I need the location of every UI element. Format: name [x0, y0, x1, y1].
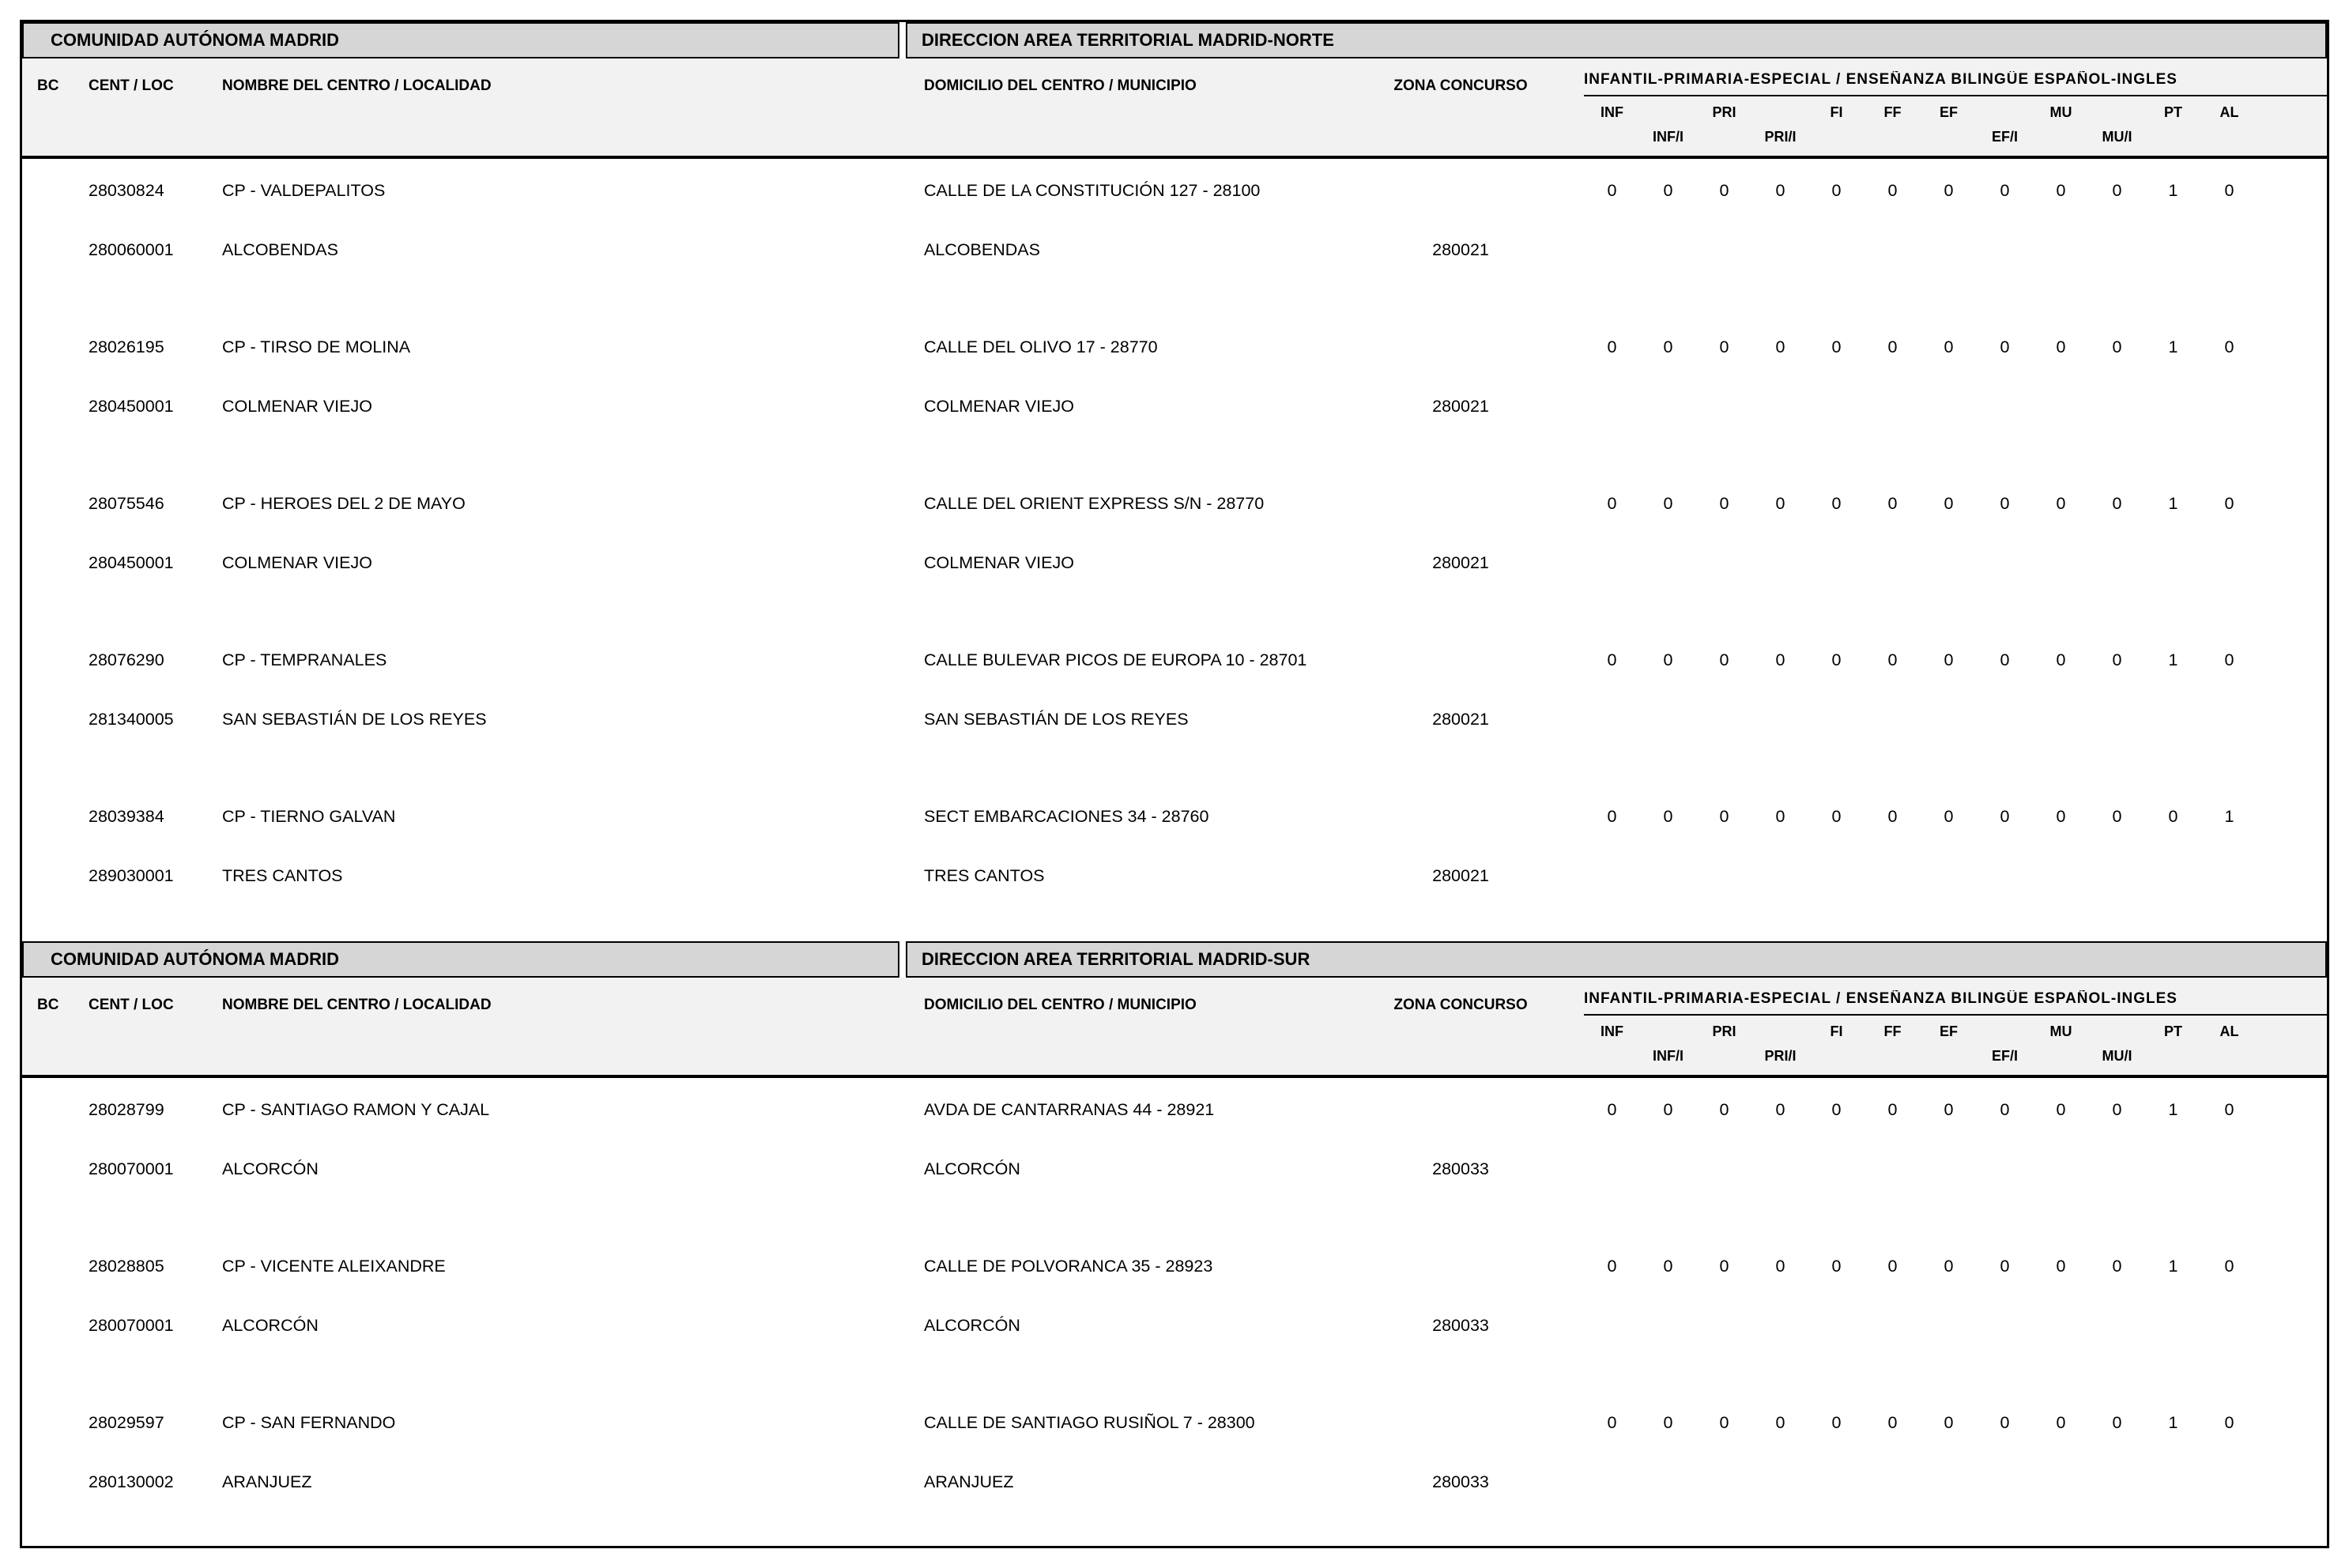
center-address: CALLE DE LA CONSTITUCIÓN 127 - 28100: [924, 181, 1261, 200]
value-ef-i: 0: [2000, 807, 2010, 826]
zone-code: 280033: [1432, 1472, 1489, 1491]
municipality-name: ALCORCÓN: [924, 1159, 1020, 1178]
sections-container: [22, 22, 2327, 1547]
value-ff: 0: [1887, 181, 1898, 200]
zone-code: 280021: [1432, 553, 1489, 572]
municipality-name: ALCORCÓN: [924, 1316, 1020, 1335]
subcolumn-header-ff: FF: [1883, 104, 1902, 120]
center-row: [22, 315, 2327, 472]
subcolumn-header-al: AL: [2219, 1023, 2239, 1039]
center-row: [22, 1391, 2327, 1547]
center-name: CP - TIRSO DE MOLINA: [222, 337, 411, 356]
value-mu-i: 0: [2112, 494, 2122, 513]
community-title-text: COMUNIDAD AUTÓNOMA MADRID: [51, 949, 339, 969]
center-address: SECT EMBARCACIONES 34 - 28760: [924, 807, 1209, 826]
values-grid: [1584, 181, 2257, 201]
value-inf: 0: [1607, 1257, 1617, 1276]
value-mu-i: 0: [2112, 1413, 2122, 1432]
subcolumn-header-ef-i: EF/I: [1991, 129, 2018, 145]
value-inf: 0: [1607, 650, 1617, 669]
value-pt: 1: [2168, 181, 2178, 200]
value-ef: 0: [1944, 181, 1954, 200]
value-inf: 0: [1607, 181, 1617, 200]
value-fi: 0: [1831, 650, 1842, 669]
value-mu: 0: [2056, 650, 2066, 669]
center-row: [22, 1234, 2327, 1391]
value-mu-i: 0: [2112, 1100, 2122, 1119]
subcolumn-header-pri: PRI: [1712, 104, 1736, 120]
value-pt: 1: [2168, 650, 2178, 669]
bilingual-program-group-header: INFANTIL-PRIMARIA-ESPECIAL / ENSEÑANZA BILINGÜE ESPAÑOL-INGLES: [1584, 71, 2327, 96]
value-mu-i: 0: [2112, 650, 2122, 669]
value-mu: 0: [2056, 1257, 2066, 1276]
value-inf-i: 0: [1663, 181, 1673, 200]
center-row: [22, 785, 2327, 941]
locality-code: 280450001: [89, 397, 174, 416]
value-ff: 0: [1887, 337, 1898, 356]
subcolumn-header-pri: PRI: [1712, 1023, 1736, 1039]
zone-code: 280021: [1432, 866, 1489, 885]
subcolumn-header-ef: EF: [1939, 104, 1958, 120]
report-section: [22, 22, 2327, 941]
subcolumn-header-mu: MU: [2049, 104, 2072, 120]
value-mu-i: 0: [2112, 181, 2122, 200]
value-al: 0: [2224, 1413, 2234, 1432]
subcolumn-header-mu-i: MU/I: [2102, 1048, 2132, 1064]
value-pri-i: 0: [1775, 1413, 1785, 1432]
value-ef-i: 0: [2000, 181, 2010, 200]
center-code: 28076290: [89, 650, 164, 669]
value-al: 0: [2224, 650, 2234, 669]
value-fi: 0: [1831, 1257, 1842, 1276]
locality-code: 280060001: [89, 240, 174, 259]
value-inf: 0: [1607, 1413, 1617, 1432]
value-pri-i: 0: [1775, 807, 1785, 826]
center-code: 28028799: [89, 1100, 164, 1119]
value-fi: 0: [1831, 1413, 1842, 1432]
locality-name: ALCORCÓN: [222, 1316, 319, 1335]
value-inf-i: 0: [1663, 494, 1673, 513]
value-inf-i: 0: [1663, 807, 1673, 826]
community-title: [22, 22, 899, 58]
value-ef: 0: [1944, 650, 1954, 669]
center-address: CALLE BULEVAR PICOS DE EUROPA 10 - 28701: [924, 650, 1307, 669]
value-mu-i: 0: [2112, 807, 2122, 826]
value-mu: 0: [2056, 807, 2066, 826]
center-code: 28028805: [89, 1257, 164, 1276]
center-address: CALLE DEL ORIENT EXPRESS S/N - 28770: [924, 494, 1265, 513]
center-code: 28026195: [89, 337, 164, 356]
subcolumn-header-mu-i: MU/I: [2102, 129, 2132, 145]
direction-title: [906, 941, 2327, 978]
value-ff: 0: [1887, 650, 1898, 669]
center-code: 28075546: [89, 494, 164, 513]
column-header-domicilio: DOMICILIO DEL CENTRO / MUNICIPIO: [924, 997, 1197, 1013]
center-name: CP - SANTIAGO RAMON Y CAJAL: [222, 1100, 490, 1119]
center-name: CP - TIERNO GALVAN: [222, 807, 396, 826]
center-row: [22, 1078, 2327, 1234]
value-pri: 0: [1719, 650, 1729, 669]
locality-name: ARANJUEZ: [222, 1472, 312, 1491]
value-pri: 0: [1719, 494, 1729, 513]
center-name: CP - TEMPRANALES: [222, 650, 387, 669]
subcolumn-header-pri-i: PRI/I: [1764, 129, 1797, 145]
column-header-nombre: NOMBRE DEL CENTRO / LOCALIDAD: [222, 77, 492, 94]
value-fi: 0: [1831, 494, 1842, 513]
value-pt: 1: [2168, 337, 2178, 356]
value-mu-i: 0: [2112, 337, 2122, 356]
value-pri-i: 0: [1775, 494, 1785, 513]
value-pri: 0: [1719, 1100, 1729, 1119]
value-ef-i: 0: [2000, 1100, 2010, 1119]
subcolumn-header-ff: FF: [1883, 1023, 1902, 1039]
locality-code: 280070001: [89, 1159, 174, 1178]
value-ef: 0: [1944, 807, 1954, 826]
values-grid: [1584, 1413, 2257, 1433]
locality-code: 280130002: [89, 1472, 174, 1491]
section-rows: [22, 159, 2327, 941]
value-ef-i: 0: [2000, 1257, 2010, 1276]
center-name: CP - SAN FERNANDO: [222, 1413, 396, 1432]
column-header-nombre: NOMBRE DEL CENTRO / LOCALIDAD: [222, 997, 492, 1013]
value-ff: 0: [1887, 494, 1898, 513]
municipality-name: TRES CANTOS: [924, 866, 1045, 885]
value-pri: 0: [1719, 181, 1729, 200]
value-pt: 1: [2168, 1413, 2178, 1432]
subcolumn-header-pt: PT: [2163, 1023, 2182, 1039]
value-pt: 0: [2168, 807, 2178, 826]
value-ef: 0: [1944, 337, 1954, 356]
community-title-text: COMUNIDAD AUTÓNOMA MADRID: [51, 30, 339, 50]
subcolumn-header-ef-i: EF/I: [1991, 1048, 2018, 1064]
municipality-name: COLMENAR VIEJO: [924, 397, 1074, 416]
value-fi: 0: [1831, 807, 1842, 826]
locality-code: 280070001: [89, 1316, 174, 1335]
value-pri-i: 0: [1775, 1100, 1785, 1119]
column-header-cent-loc: CENT / LOC: [89, 77, 174, 94]
subcolumn-header-al: AL: [2219, 104, 2239, 120]
value-pri-i: 0: [1775, 1257, 1785, 1276]
column-header-zona: ZONA CONCURSO: [1393, 77, 1528, 94]
direction-title-text: DIRECCION AREA TERRITORIAL MADRID-SUR: [922, 949, 1310, 969]
values-grid: [1584, 494, 2257, 514]
zone-code: 280021: [1432, 710, 1489, 729]
value-pri-i: 0: [1775, 181, 1785, 200]
value-al: 0: [2224, 494, 2234, 513]
page-frame: [20, 20, 2329, 1548]
subcolumn-header-inf: INF: [1601, 104, 1623, 120]
value-pri-i: 0: [1775, 337, 1785, 356]
center-row: [22, 159, 2327, 315]
center-row: [22, 628, 2327, 785]
center-address: CALLE DE POLVORANCA 35 - 28923: [924, 1257, 1213, 1276]
value-inf-i: 0: [1663, 1100, 1673, 1119]
value-inf-i: 0: [1663, 1257, 1673, 1276]
value-fi: 0: [1831, 181, 1842, 200]
report-section: [22, 941, 2327, 1547]
value-mu: 0: [2056, 494, 2066, 513]
value-fi: 0: [1831, 1100, 1842, 1119]
value-ef-i: 0: [2000, 494, 2010, 513]
value-al: 0: [2224, 1100, 2234, 1119]
value-pt: 1: [2168, 1257, 2178, 1276]
values-grid: [1584, 1100, 2257, 1120]
direction-title-text: DIRECCION AREA TERRITORIAL MADRID-NORTE: [922, 30, 1334, 50]
value-mu: 0: [2056, 181, 2066, 200]
subcolumn-header-inf-i: INF/I: [1653, 129, 1684, 145]
zone-code: 280033: [1432, 1159, 1489, 1178]
values-grid: [1584, 337, 2257, 357]
value-pri: 0: [1719, 807, 1729, 826]
locality-code: 281340005: [89, 710, 174, 729]
value-ff: 0: [1887, 1100, 1898, 1119]
municipality-name: ARANJUEZ: [924, 1472, 1014, 1491]
value-ff: 0: [1887, 807, 1898, 826]
section-rows: [22, 1078, 2327, 1547]
locality-name: TRES CANTOS: [222, 866, 343, 885]
value-ef: 0: [1944, 494, 1954, 513]
value-mu: 0: [2056, 1413, 2066, 1432]
value-ef-i: 0: [2000, 1413, 2010, 1432]
value-al: 1: [2224, 807, 2234, 826]
center-code: 28030824: [89, 181, 164, 200]
locality-code: 289030001: [89, 866, 174, 885]
center-name: CP - VICENTE ALEIXANDRE: [222, 1257, 446, 1276]
subcolumn-header-mu: MU: [2049, 1023, 2072, 1039]
value-ef: 0: [1944, 1413, 1954, 1432]
value-ef-i: 0: [2000, 650, 2010, 669]
center-code: 28039384: [89, 807, 164, 826]
center-address: CALLE DEL OLIVO 17 - 28770: [924, 337, 1158, 356]
center-name: CP - HEROES DEL 2 DE MAYO: [222, 494, 466, 513]
value-inf: 0: [1607, 807, 1617, 826]
locality-name: ALCORCÓN: [222, 1159, 319, 1178]
municipality-name: SAN SEBASTIÁN DE LOS REYES: [924, 710, 1189, 729]
value-mu: 0: [2056, 337, 2066, 356]
value-mu-i: 0: [2112, 1257, 2122, 1276]
subcolumn-header-grid: [1584, 1023, 2257, 1076]
values-grid: [1584, 1257, 2257, 1276]
column-header-bc: BC: [37, 997, 59, 1013]
subcolumn-header-pt: PT: [2163, 104, 2182, 120]
center-address: AVDA DE CANTARRANAS 44 - 28921: [924, 1100, 1215, 1119]
value-al: 0: [2224, 1257, 2234, 1276]
value-pri-i: 0: [1775, 650, 1785, 669]
subcolumn-header-inf-i: INF/I: [1653, 1048, 1684, 1064]
municipality-name: COLMENAR VIEJO: [924, 553, 1074, 572]
value-fi: 0: [1831, 337, 1842, 356]
locality-code: 280450001: [89, 553, 174, 572]
subcolumn-header-fi: FI: [1830, 104, 1843, 120]
column-header-cent-loc: CENT / LOC: [89, 997, 174, 1013]
value-al: 0: [2224, 337, 2234, 356]
values-grid: [1584, 807, 2257, 827]
section-title-bar: [22, 22, 2327, 58]
zone-code: 280021: [1432, 240, 1489, 259]
value-pri: 0: [1719, 1257, 1729, 1276]
value-ef-i: 0: [2000, 337, 2010, 356]
value-inf-i: 0: [1663, 337, 1673, 356]
value-ff: 0: [1887, 1413, 1898, 1432]
values-grid: [1584, 650, 2257, 670]
table-column-header: [22, 58, 2327, 159]
center-address: CALLE DE SANTIAGO RUSIÑOL 7 - 28300: [924, 1413, 1255, 1432]
value-inf: 0: [1607, 337, 1617, 356]
subcolumn-header-pri-i: PRI/I: [1764, 1048, 1797, 1064]
center-code: 28029597: [89, 1413, 164, 1432]
subcolumn-header-inf: INF: [1601, 1023, 1623, 1039]
value-inf: 0: [1607, 1100, 1617, 1119]
zone-code: 280021: [1432, 397, 1489, 416]
subcolumn-header-fi: FI: [1830, 1023, 1843, 1039]
value-inf-i: 0: [1663, 650, 1673, 669]
subcolumn-header-grid: [1584, 104, 2257, 156]
center-row: [22, 472, 2327, 628]
locality-name: COLMENAR VIEJO: [222, 397, 372, 416]
table-column-header: [22, 978, 2327, 1078]
municipality-name: ALCOBENDAS: [924, 240, 1040, 259]
value-pt: 1: [2168, 494, 2178, 513]
direction-title: [906, 22, 2327, 58]
section-title-bar: [22, 941, 2327, 978]
zone-code: 280033: [1432, 1316, 1489, 1335]
value-ef: 0: [1944, 1100, 1954, 1119]
value-ef: 0: [1944, 1257, 1954, 1276]
value-al: 0: [2224, 181, 2234, 200]
bilingual-program-group-header: INFANTIL-PRIMARIA-ESPECIAL / ENSEÑANZA BILINGÜE ESPAÑOL-INGLES: [1584, 990, 2327, 1016]
locality-name: COLMENAR VIEJO: [222, 553, 372, 572]
value-pt: 1: [2168, 1100, 2178, 1119]
value-mu: 0: [2056, 1100, 2066, 1119]
value-pri: 0: [1719, 1413, 1729, 1432]
center-name: CP - VALDEPALITOS: [222, 181, 386, 200]
community-title: [22, 941, 899, 978]
column-header-domicilio: DOMICILIO DEL CENTRO / MUNICIPIO: [924, 77, 1197, 94]
column-header-bc: BC: [37, 77, 59, 94]
value-inf-i: 0: [1663, 1413, 1673, 1432]
locality-name: SAN SEBASTIÁN DE LOS REYES: [222, 710, 487, 729]
subcolumn-header-ef: EF: [1939, 1023, 1958, 1039]
value-inf: 0: [1607, 494, 1617, 513]
value-pri: 0: [1719, 337, 1729, 356]
value-ff: 0: [1887, 1257, 1898, 1276]
column-header-zona: ZONA CONCURSO: [1393, 997, 1528, 1013]
locality-name: ALCOBENDAS: [222, 240, 338, 259]
